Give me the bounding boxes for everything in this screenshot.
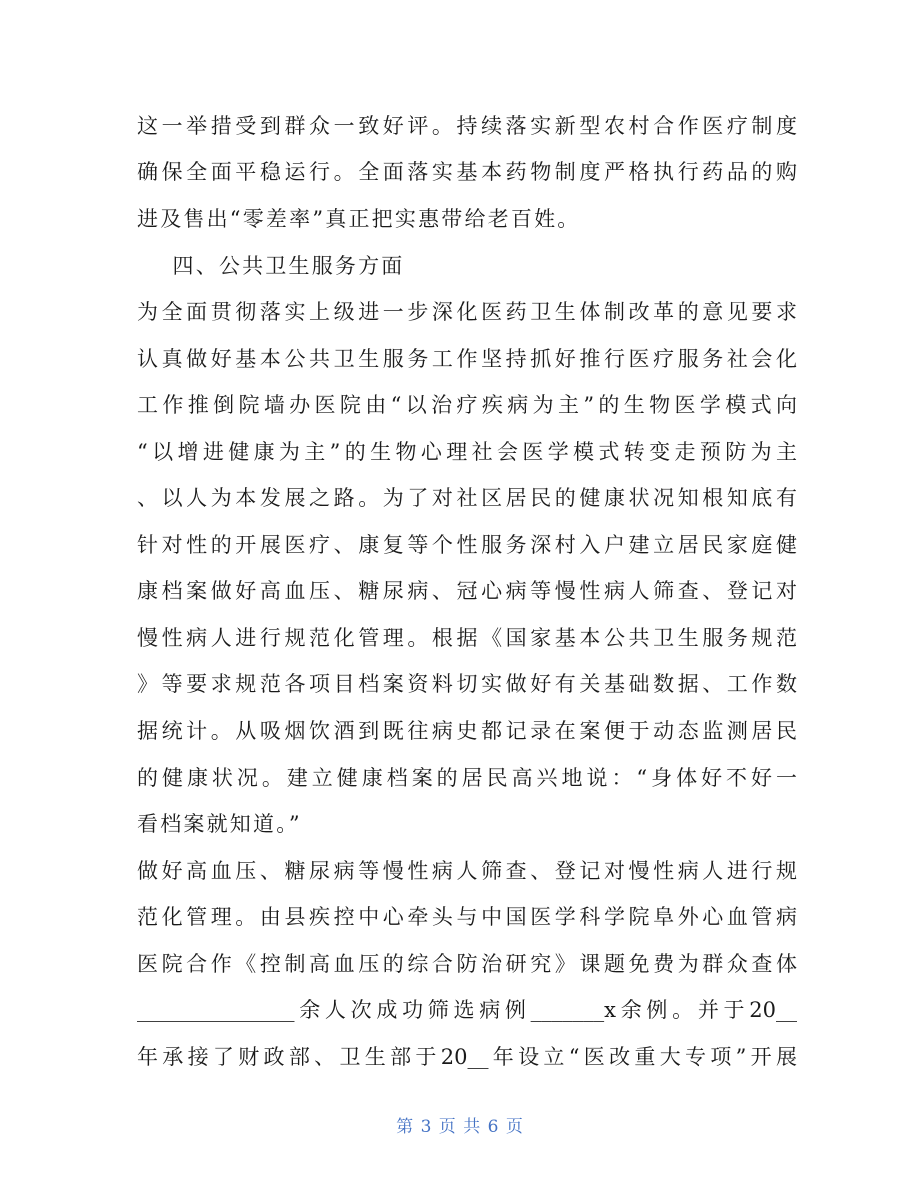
text-line: 这一举措受到群众一致好评。持续落实新型农村合作医疗制度 <box>137 114 797 138</box>
text-line: 范化管理。由县疾控中心牵头与中国医学科学院阜外心血管病 <box>137 905 797 929</box>
section-heading: 四、公共卫生服务方面 <box>137 254 405 278</box>
text-line: 、以人为本发展之路。为了对社区居民的健康状况知根知底有 <box>137 486 797 510</box>
text-line: 工作推倒院墙办医院由“以治疗疾病为主”的生物医学模式向 <box>137 393 797 417</box>
text-line: 进及售出“零差率”真正把实惠带给老百姓。 <box>137 207 581 231</box>
page-number-footer: 第 3 页 共 6 页 <box>396 1117 524 1137</box>
text-line: 》等要求规范各项目档案资料切实做好有关基础数据、工作数 <box>137 672 797 696</box>
text-line: 确保全面平稳运行。全面落实基本药物制度严格执行药品的购 <box>137 160 797 184</box>
text-line: 康档案做好高血压、糖尿病、冠心病等慢性病人筛查、登记对 <box>137 579 797 603</box>
text-line: 据统计。从吸烟饮酒到既往病史都记录在案便于动态监测居民 <box>137 719 797 743</box>
text-line: 针对性的开展医疗、康复等个性服务深村入户建立居民家庭健 <box>137 533 797 557</box>
text-line: 看档案就知道。” <box>137 812 302 836</box>
text-line: 认真做好基本公共卫生服务工作坚持抓好推行医疗服务社会化 <box>137 347 797 371</box>
text-line: 年承接了财政部、卫生部于20__年设立“医改重大专项”开展 <box>137 1045 797 1069</box>
text-line: _______________余人次成功筛选病例_______x余例。并于20__ <box>137 998 797 1022</box>
text-line: 做好高血压、糖尿病等慢性病人筛查、登记对慢性病人进行规 <box>137 859 797 883</box>
text-line: 医院合作《控制高血压的综合防治研究》课题免费为群众查体 <box>137 952 797 976</box>
text-line: “以增进健康为主”的生物心理社会医学模式转变走预防为主 <box>137 440 797 464</box>
text-line: 为全面贯彻落实上级进一步深化医药卫生体制改革的意见要求 <box>137 300 797 324</box>
text-line: 的健康状况。建立健康档案的居民高兴地说：“身体好不好一 <box>137 766 797 790</box>
text-line: 慢性病人进行规范化管理。根据《国家基本公共卫生服务规范 <box>137 626 797 650</box>
